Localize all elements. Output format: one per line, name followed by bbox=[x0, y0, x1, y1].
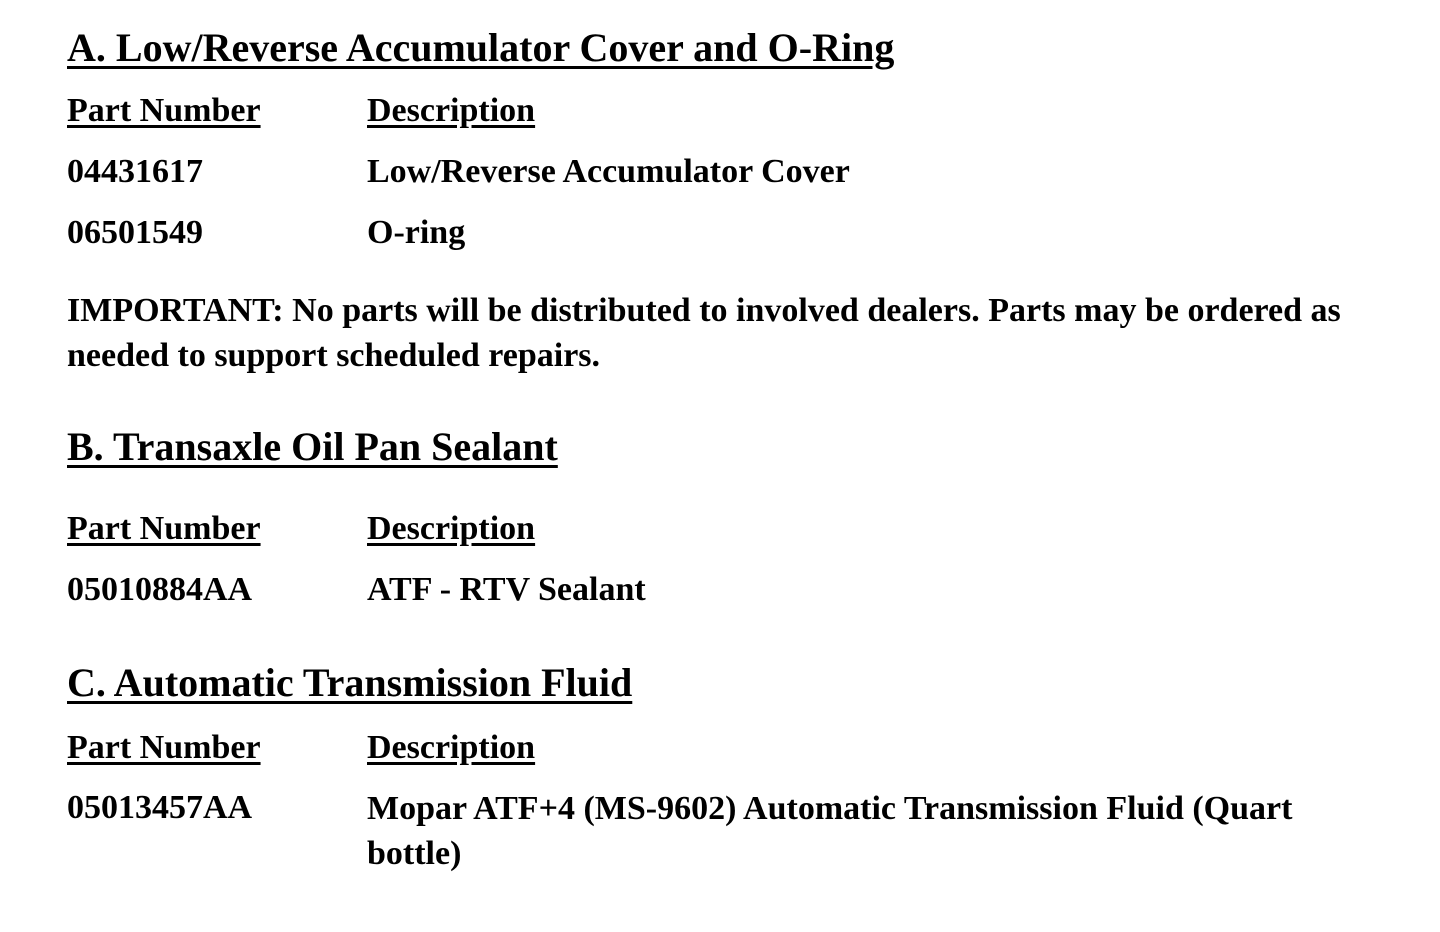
section-b-col-description: Description bbox=[367, 510, 536, 547]
section-a-row-1-part: 04431617 bbox=[67, 153, 203, 190]
section-c-row-1-part: 05013457AA bbox=[67, 789, 253, 826]
section-b-heading: B. Transaxle Oil Pan Sealant bbox=[67, 424, 558, 469]
important-note: IMPORTANT: No parts will be distributed to involved dealers. Parts may be ordered as needed to support scheduled repairs. bbox=[67, 292, 1341, 374]
section-a-row-2-part: 06501549 bbox=[67, 214, 203, 251]
section-b-row-1-part: 05010884AA bbox=[67, 571, 253, 608]
section-b-col-part-number: Part Number bbox=[67, 510, 261, 547]
section-c-col-description: Description bbox=[367, 729, 536, 766]
section-c-col-part-number: Part Number bbox=[67, 729, 261, 766]
section-b-row-1-desc: ATF - RTV Sealant bbox=[367, 571, 646, 608]
section-c-heading: C. Automatic Transmission Fluid bbox=[67, 660, 633, 705]
section-a-row-1-desc: Low/Reverse Accumulator Cover bbox=[367, 153, 850, 190]
section-a-heading: A. Low/Reverse Accumulator Cover and O-Ring bbox=[67, 25, 895, 70]
section-a-col-part-number: Part Number bbox=[67, 92, 261, 129]
section-a-row-2-desc: O-ring bbox=[367, 214, 466, 251]
section-a-col-description: Description bbox=[367, 92, 536, 129]
section-c-row-1-desc: Mopar ATF+4 (MS-9602) Automatic Transmission Fluid (Quart bottle) bbox=[367, 790, 1293, 872]
